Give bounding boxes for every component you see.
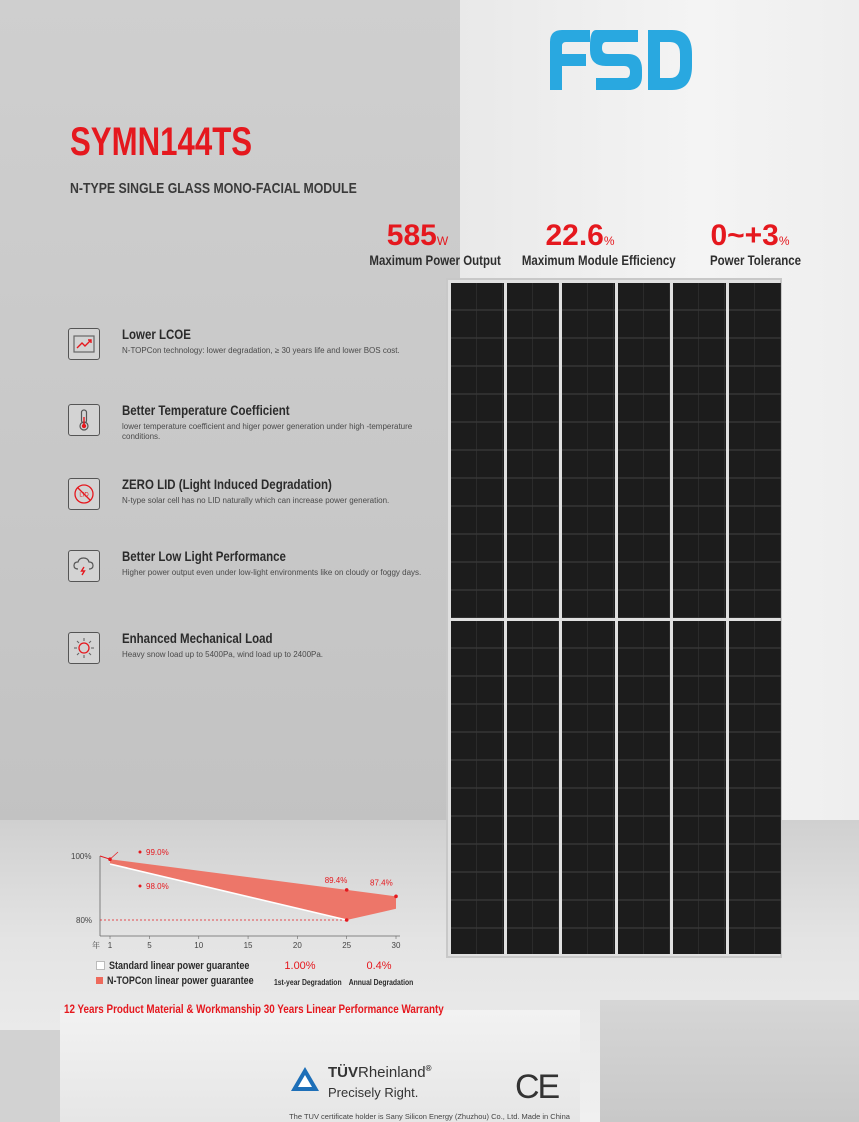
degradation-label: 1st-year Degradation [273, 978, 342, 987]
spec-unit: % [778, 234, 790, 248]
tuv-bold: TÜV [328, 1064, 358, 1081]
spec-max-power [355, 219, 501, 270]
spec-unit: % [603, 234, 615, 248]
x-tick-label: 20 [292, 941, 302, 950]
data-point [345, 888, 349, 892]
ce-mark: CE [515, 1068, 559, 1106]
annotation-label: 89.4% [324, 875, 348, 885]
annual-degradation [343, 960, 415, 990]
annotation-dot [139, 885, 142, 888]
chart-legend [96, 958, 286, 988]
thermometer-icon [68, 404, 100, 436]
y-tick-label: 80% [76, 916, 93, 925]
x-tick-label: 5 [147, 941, 152, 950]
spec-value: 585 [386, 219, 437, 252]
spec-value: 0~+3 [710, 219, 779, 252]
chart-up-icon [68, 328, 100, 360]
first-year-degradation [268, 960, 342, 990]
panel-upper-half [451, 283, 781, 618]
spec-unit: W [436, 234, 449, 248]
feature-desc: Higher power output even under low-light environments like on cloudy or foggy days. [122, 568, 422, 577]
solar-panel-image [446, 278, 782, 958]
x-axis-prefix: 年 [92, 941, 100, 950]
tuv-certification [290, 1064, 431, 1100]
tuv-mark: ® [425, 1064, 432, 1073]
legend-label: N-TOPCon linear power guarantee [107, 974, 254, 987]
feature-desc: lower temperature coefficient and higer power generation under high -temperature conditions. [122, 422, 413, 441]
panel-lower-half [451, 621, 781, 954]
data-point [345, 918, 349, 922]
annotation-dot [139, 851, 142, 854]
feature-title: ZERO LID (Light Induced Degradation) [122, 476, 332, 492]
x-tick-label: 30 [391, 941, 401, 950]
cloud-lightning-icon [68, 550, 100, 582]
certificate-note: The TUV certificate holder is Sany Silicon Energy (Zhuzhou) Co., Ltd. Made in China [289, 1112, 570, 1121]
degradation-value: 1.00% [284, 960, 316, 972]
feature-desc: N-type solar cell has no LID naturally which can increase power generation. [122, 496, 390, 505]
x-tick-label: 1 [107, 941, 113, 950]
x-tick-label: 25 [342, 941, 352, 950]
spec-efficiency [505, 219, 676, 270]
annotation-label: 99.0% [146, 848, 169, 857]
degradation-label: Annual Degradation [348, 978, 414, 987]
annotation-leader [110, 852, 118, 859]
legend-item-ntopcon [96, 973, 286, 988]
spec-label: Power Tolerance [709, 252, 802, 268]
fsd-logo [546, 24, 696, 94]
degradation-value: 0.4% [366, 960, 392, 972]
spec-label: Maximum Module Efficiency [521, 252, 676, 268]
legend-item-standard [96, 958, 286, 973]
product-subtitle: N-TYPE SINGLE GLASS MONO-FACIAL MODULE [70, 180, 357, 197]
feature-title: Better Low Light Performance [122, 548, 286, 564]
warranty-statement: 12 Years Product Material & Workmanship 30 Years Linear Performance Warranty [64, 1002, 444, 1016]
annotation-label: 87.4% [370, 878, 393, 888]
sun-load-icon [68, 632, 100, 664]
feature-desc: N-TOPCon technology: lower degradation, ≥ 30 years life and lower BOS cost. [122, 346, 400, 355]
legend-swatch [96, 961, 105, 970]
product-model: SYMN144TS [70, 120, 253, 164]
y-tick-label: 100% [71, 852, 92, 861]
spec-tolerance [700, 220, 800, 270]
feature-title: Lower LCOE [122, 326, 191, 342]
tuv-name [328, 1064, 431, 1081]
svg-text:LID: LID [79, 492, 89, 499]
tuv-slogan: Precisely Right. [328, 1085, 419, 1100]
data-point [394, 895, 398, 899]
annotation-label: 98.0% [146, 882, 169, 891]
legend-label: Standard linear power guarantee [109, 959, 250, 972]
tuv-light: Rheinland [358, 1064, 426, 1081]
legend-swatch [96, 977, 103, 984]
feature-title: Better Temperature Coefficient [122, 402, 290, 418]
x-tick-label: 10 [194, 941, 204, 950]
feature-desc: Heavy snow load up to 5400Pa, wind load up to 2400Pa. [122, 650, 324, 659]
x-tick-label: 15 [243, 941, 253, 950]
no-lid-icon [68, 478, 100, 510]
tuv-triangle-icon [290, 1066, 320, 1092]
feature-title: Enhanced Mechanical Load [122, 630, 273, 646]
background-block [600, 1000, 859, 1122]
spec-value: 22.6 [545, 219, 604, 252]
spec-label: Maximum Power Output [369, 252, 501, 268]
warranty-chart [62, 840, 422, 970]
